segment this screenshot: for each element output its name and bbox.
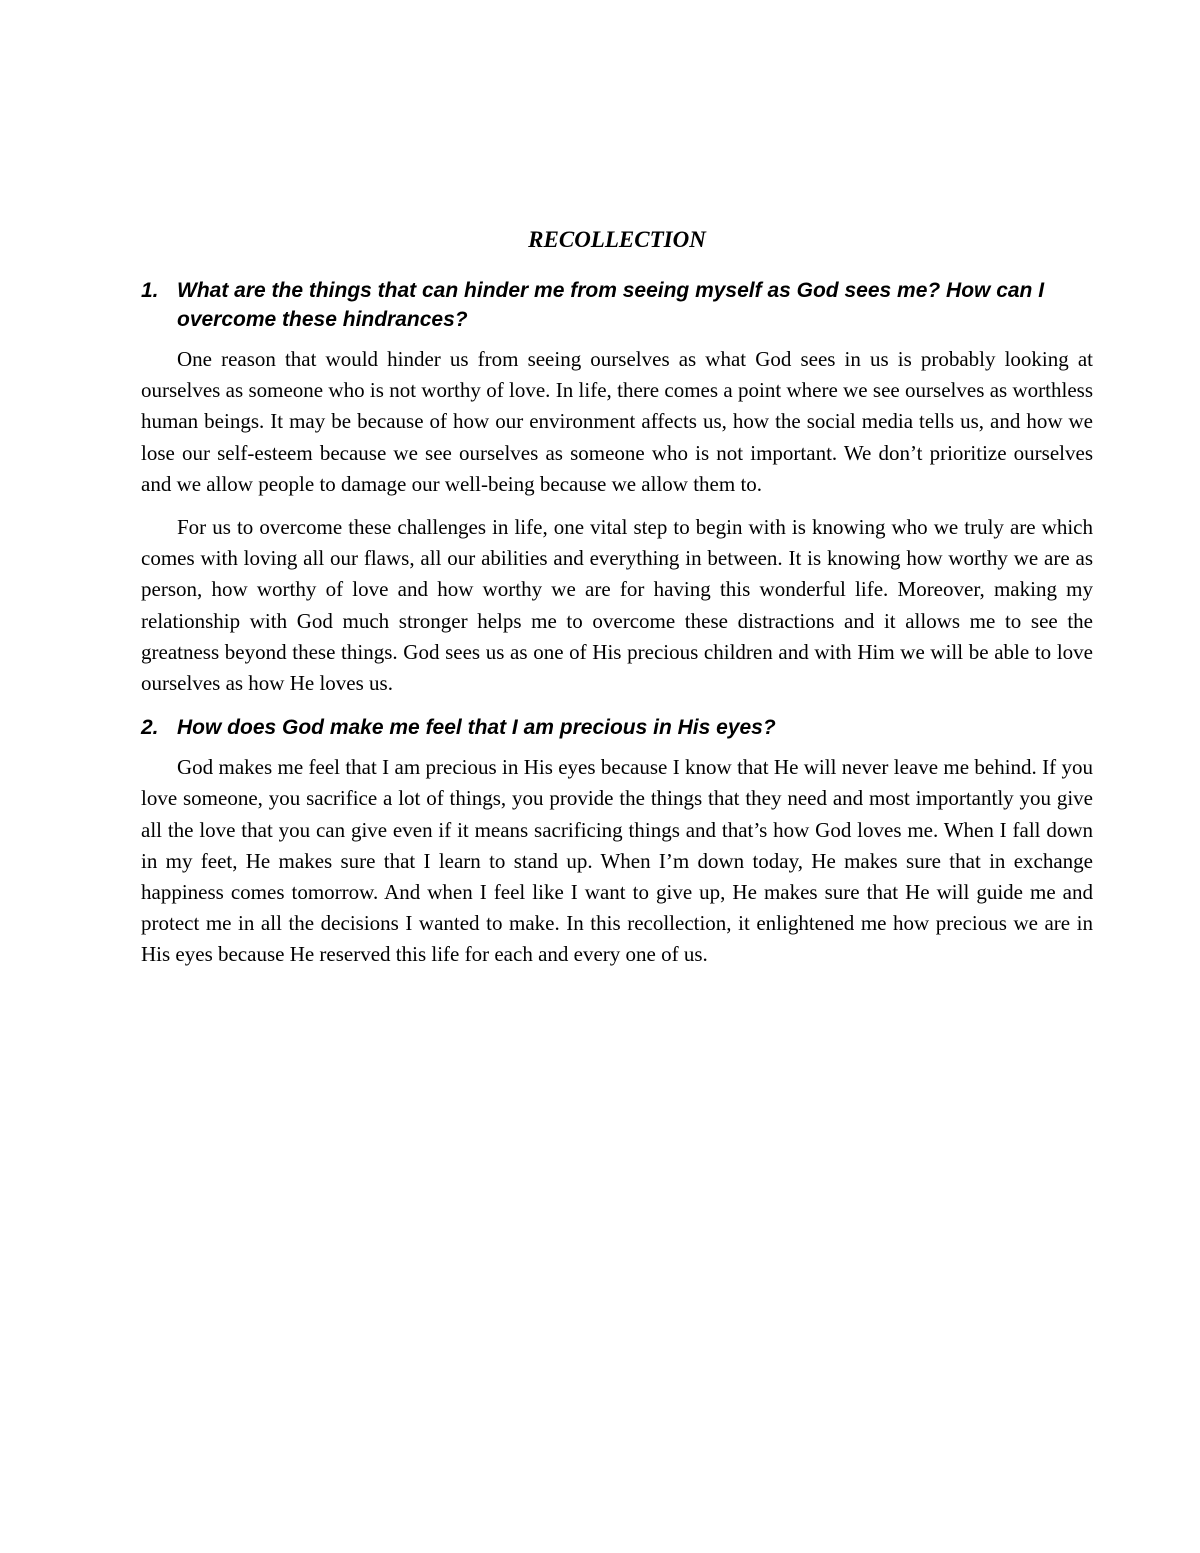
question-number: 1. (141, 279, 159, 302)
answer-paragraph: God makes me feel that I am precious in His eyes because I know that He will never leave me behind. If you love someone, you sacrifice a lot of things, you provide the things that they need and most importantly you give all the love that you can give even if it means sacrificing things and that’s how God loves me. When I fall down in my feet, He makes sure that I learn to stand up. When I’m down today, He makes sure that in exchange happiness comes tomorrow. And when I feel like I want to give up, He makes sure that He will guide me and protect me in all the decisions I wanted to make. In this recollection, it enlightened me how precious we are in His eyes because He reserved this life for each and every one of us. (141, 755, 1093, 967)
answer-paragraph: One reason that would hinder us from seeing ourselves as what God sees in us is probably looking at ourselves as someone who is not worthy of love. In life, there comes a point where we see ourselves as worthless human beings. It may be because of how our environment affects us, how the social media tells us, and how we lose our self-esteem because we see ourselves as someone who is not important. We don’t prioritize ourselves and we allow people to damage our well-being because we allow them to. (141, 347, 1093, 496)
question-text: How does God make me feel that I am precious in His eyes? (177, 716, 776, 740)
question-1 (141, 276, 1093, 334)
question-text: What are the things that can hinder me from seeing myself as God sees me? How can I overcome these hindrances? (177, 279, 1045, 331)
question-2 (141, 713, 1093, 742)
document-body (141, 222, 1093, 983)
question-number: 2. (141, 716, 159, 740)
answer-paragraph: For us to overcome these challenges in life, one vital step to begin with is knowing who we truly are which comes with loving all our flaws, all our abilities and everything in between. It is knowing how worthy we are as person, how worthy of love and how worthy we are for having this wonderful life. Moreover, making my relationship with God much stronger helps me to overcome these distractions and it allows me to see the greatness beyond these things. God sees us as one of His precious children and with Him we will be able to love ourselves as how He loves us. (141, 515, 1093, 696)
document-title: RECOLLECTION (528, 227, 706, 252)
